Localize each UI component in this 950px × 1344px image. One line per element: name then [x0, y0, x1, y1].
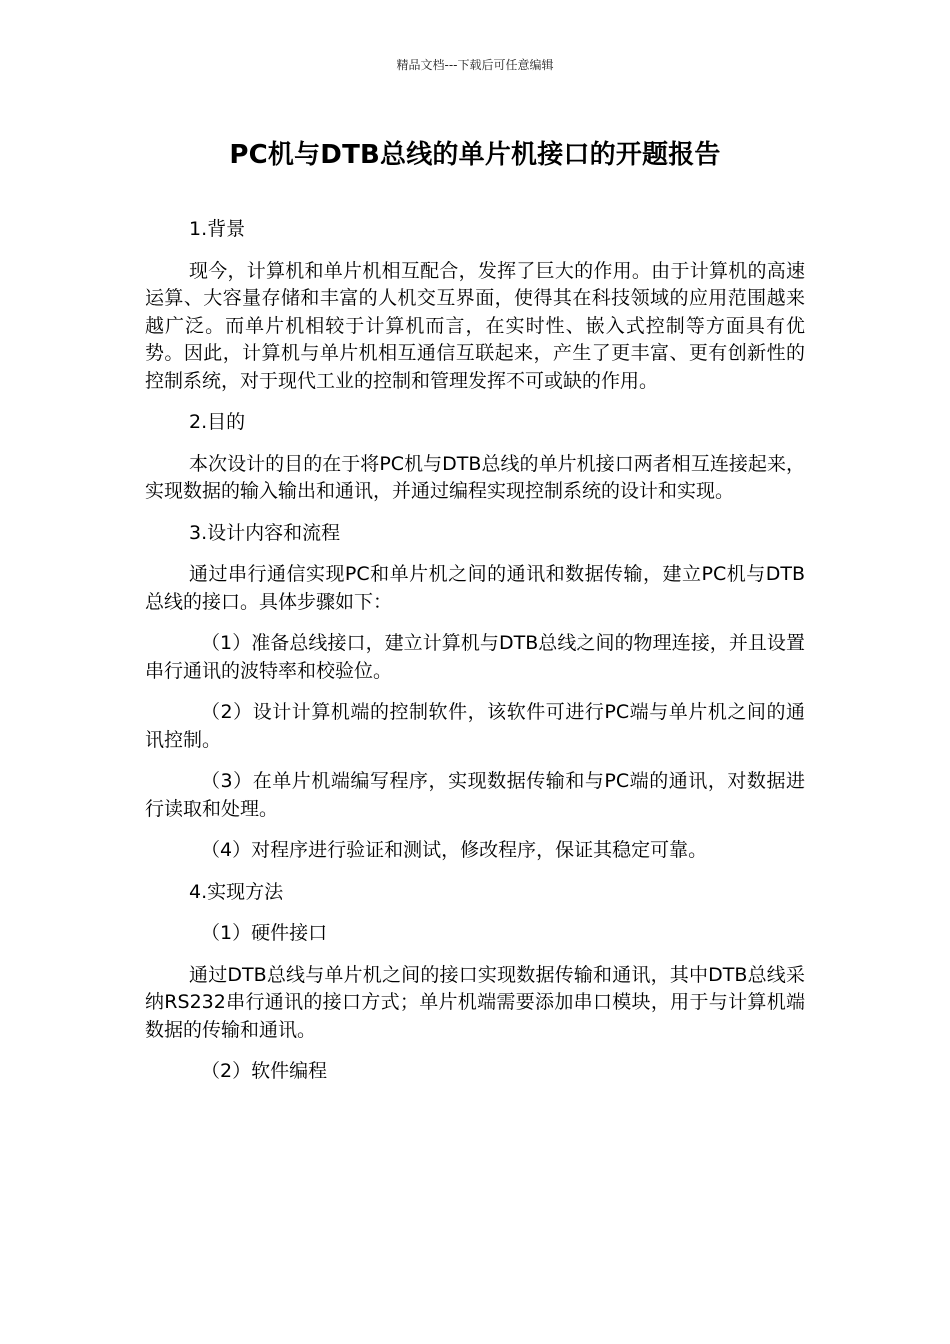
- document-title: PC机与DTB总线的单片机接口的开题报告: [229, 140, 721, 170]
- step-item-3: （3）在单片机端编写程序，实现数据传输和与PC端的通讯，对数据进行读取和处理。: [145, 770, 805, 820]
- page-header: 精品文档---下载后可任意编辑: [396, 58, 554, 72]
- section-heading-method: 4.实现方法: [189, 880, 284, 903]
- section-heading-purpose: 2.目的: [189, 411, 246, 433]
- subheading-hardware: （1）硬件接口: [201, 922, 328, 944]
- paragraph-hardware: 通过DTB总线与单片机之间的接口实现数据传输和通讯，其中DTB总线采纳RS232串行通讯的接口方式；单片机端需要添加串口模块，用于与计算机端数据的传输和通讯。: [145, 963, 805, 1041]
- paragraph-purpose: 本次设计的目的在于将PC机与DTB总线的单片机接口两者相互连接起来，实现数据的输入输出和通讯，并通过编程实现控制系统的设计和实现。: [145, 452, 805, 502]
- document-body: [145, 216, 805, 1100]
- step-item-1: （1）准备总线接口，建立计算机与DTB总线之间的物理连接，并且设置串行通讯的波特率和校验位。: [145, 632, 805, 682]
- step-item-2: （2）设计计算机端的控制软件，该软件可进行PC端与单片机之间的通讯控制。: [145, 701, 805, 751]
- section-heading-design: 3.设计内容和流程: [189, 521, 341, 544]
- paragraph-background: 现今，计算机和单片机相互配合，发挥了巨大的作用。由于计算机的高速运算、大容量存储和丰富的人机交互界面，使得其在科技领域的应用范围越来越广泛。而单片机相较于计算机而言，在实时性、嵌入式控制等方面具有优势。因此，计算机与单片机相互通信互联起来，产生了更丰富、更有创新性的控制系统，对于现代工业的控制和管理发挥不可或缺的作用。: [145, 259, 805, 392]
- paragraph-design: 通过串行通信实现PC和单片机之间的通讯和数据传输，建立PC机与DTB总线的接口。具体步骤如下：: [145, 563, 805, 613]
- section-heading-background: 1.背景: [189, 218, 246, 240]
- subheading-software: （2）软件编程: [201, 1060, 328, 1082]
- step-item-4: （4）对程序进行验证和测试，修改程序，保证其稳定可靠。: [201, 839, 708, 861]
